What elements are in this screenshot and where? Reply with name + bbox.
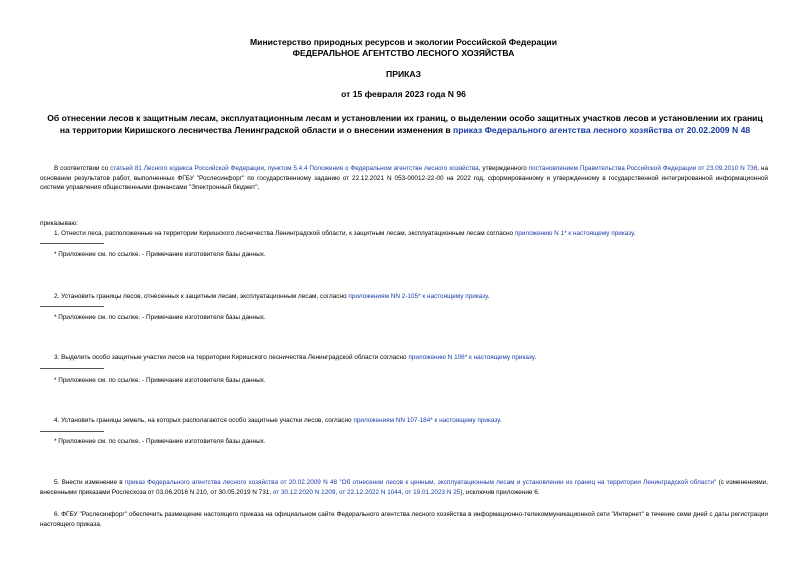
link-government-decree[interactable]: постановлением Правительства Российской Федерации от 23.09.2010 N 736 bbox=[528, 165, 758, 172]
link-order-1044[interactable]: от 22.12.2022 N 1044 bbox=[338, 488, 402, 496]
link-appendix-1[interactable]: приложению N 1* к настоящему приказу bbox=[514, 230, 634, 237]
list-item: 1. Отнести леса, расположенные на территории Киришского лесничества Ленинградской области, к защитным лесам, эксплуатационным лесам согласно приложению N 1* к настоящему приказу. bbox=[54, 230, 636, 237]
preamble-text-2: , bbox=[263, 165, 268, 172]
preamble-paragraph bbox=[40, 164, 768, 193]
link-appendix-2-105[interactable]: приложениям NN 2-105* к настоящему приказу bbox=[348, 293, 488, 300]
footnote: * Приложение см. по ссылке. - Примечание изготовителя базы данных. bbox=[54, 377, 266, 384]
list-item: 4. Установить границы земель, на которых располагаются особо защитные участки лесов, согласно приложениям NN 107-184* к настоящему приказу. bbox=[54, 417, 502, 424]
preamble-text-3: , утвержденного bbox=[478, 165, 529, 172]
footnote: * Приложение см. по ссылке. - Примечание изготовителя базы данных. bbox=[54, 251, 266, 258]
footnote-divider bbox=[40, 431, 104, 432]
document-date: от 15 февраля 2023 года N 96 bbox=[341, 89, 466, 99]
link-forest-code[interactable]: статьей 81 Лесного кодекса Российской Федерации bbox=[110, 165, 264, 172]
link-appendix-107-184[interactable]: приложениям NN 107-184* к настоящему приказу bbox=[353, 417, 500, 424]
title-text: Об отнесении лесов к защитным лесам, эксплуатационным лесам и установлении их границ, о выделении особо защитных участков лесов и установлении их границ на территории Киришского лесничества Ленинградской области и о внесении изменения в bbox=[47, 113, 763, 135]
ministry-name: Министерство природных ресурсов и экологии Российской Федерации bbox=[250, 37, 557, 47]
footnote: * Приложение см. по ссылке. - Примечание изготовителя базы данных. bbox=[54, 438, 266, 445]
footnote-divider bbox=[40, 243, 104, 244]
preamble-text-4: , на основании результатов работ, выполненных ФГБУ "Рослесинфорг" по государственному заданию от 22.12.2021 N 053-00012-22-00 на 2022 год, сформированному и утвержденному в государственной интегрированной информационной системе управления общественными финансами "Электронный бюджет", bbox=[40, 165, 769, 192]
order-word: приказываю: bbox=[40, 220, 78, 227]
link-agency-regulation[interactable]: пунктом 5.4.4 Положения о Федеральном агентстве лесного хозяйства bbox=[267, 165, 479, 172]
item-6-paragraph: 6. ФГБУ "Рослесинфорг" обеспечить размещение настоящего приказа на официальном сайте Федерального агентства лесного хозяйства в информационно-телекоммуникационной сети "Интернет" в течение семи дней с даты регистрации настоящего приказа. bbox=[40, 511, 768, 528]
link-appendix-106[interactable]: приложению N 106* к настоящему приказу bbox=[408, 354, 535, 361]
list-item: 3. Выделить особо защитные участки лесов на территории Киришского лесничества Ленинградской области согласно приложению N 106* к настоящему приказу. bbox=[54, 354, 537, 361]
link-order-25[interactable]: от 19.01.2023 N 25 bbox=[404, 488, 461, 496]
footnote: * Приложение см. по ссылке. - Примечание изготовителя базы данных. bbox=[54, 314, 266, 321]
document-title bbox=[44, 112, 766, 136]
footnote-divider bbox=[40, 306, 104, 307]
document-type: ПРИКАЗ bbox=[386, 69, 421, 79]
preamble-text-1: В соответствии со bbox=[54, 165, 111, 172]
agency-name: ФЕДЕРАЛЬНОЕ АГЕНТСТВО ЛЕСНОГО ХОЗЯЙСТВА bbox=[292, 48, 515, 58]
footnote-divider bbox=[40, 368, 104, 369]
link-order-1209[interactable]: от 30.12.2020 N 1209 bbox=[272, 488, 336, 496]
item-5-paragraph: 5. Внести изменение в приказ Федерального агентства лесного хозяйства от 20.02.2009 N 48 "Об отнесении лесов к ценным, эксплуатационным лесам и установлении их границ на территории Ленинградской области" (с изменениями, внесенными приказами Рослесхоза от 03.06.2016 N 210, от 30.05.2019 N 731, от 30.12.2020 N 1209, от 22.12.2022 N 1044, от 19.01.2023 N 25), исключив приложение 6. bbox=[40, 479, 768, 496]
link-order-48[interactable]: приказ Федерального агентства лесного хозяйства от 20.02.2009 N 48 "Об отнесении лесов к ценным, эксплуатационным лесам и установлении их границ на территории Ленинградской области" bbox=[124, 479, 717, 486]
title-link[interactable]: приказ Федерального агентства лесного хозяйства от 20.02.2009 N 48 bbox=[453, 125, 751, 135]
list-item: 2. Установить границы лесов, отнесенных к защитным лесам, эксплуатационным лесам, согласно приложениям NN 2-105* к настоящему приказу. bbox=[54, 293, 490, 300]
